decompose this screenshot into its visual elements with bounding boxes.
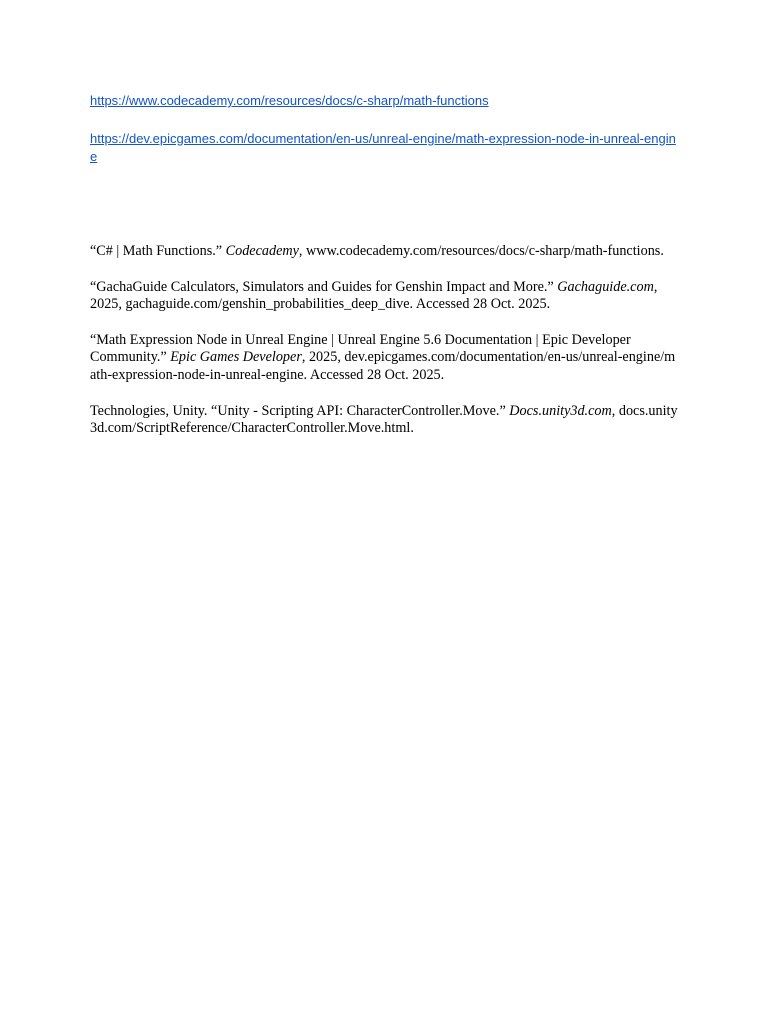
citation-lead: “GachaGuide Calculators, Simulators and Guides for Genshin Impact and More.” bbox=[90, 278, 558, 295]
citation-tail: . Accessed 28 Oct. 2025. bbox=[303, 366, 445, 383]
citation-tail: . Accessed 28 Oct. 2025. bbox=[409, 296, 551, 313]
citation-lead: “Math Expression Node in Unreal Engine | Unreal Engine 5.6 Documentation | Epic Developer Community.” bbox=[90, 331, 631, 366]
citation-after-container: , 2025, bbox=[301, 349, 345, 366]
link-unreal-math-expression-node[interactable]: https://dev.epicgames.com/documentation/en-us/unreal-engine/math-expression-node-in-unreal-engine bbox=[90, 131, 676, 164]
citation-after-container: , bbox=[611, 402, 619, 419]
citation-container: Docs.unity3d.com bbox=[509, 402, 612, 419]
link-codecademy-math-functions[interactable]: https://www.codecademy.com/resources/docs/c-sharp/math-functions bbox=[90, 93, 489, 108]
citation-entry-unity bbox=[90, 403, 680, 438]
citation-container: Epic Games Developer bbox=[170, 349, 302, 366]
citation-entry-codecademy bbox=[90, 243, 680, 261]
citation-after-container: , 2025, bbox=[90, 278, 658, 313]
citation-url: dev.epicgames.com/documentation/en-us/unreal-engine/math-expression-node-in-unreal-engine bbox=[90, 349, 676, 383]
citation-lead: Technologies, Unity. “Unity - Scripting API: CharacterController.Move.” bbox=[90, 402, 510, 419]
reference-links bbox=[90, 92, 680, 166]
citation-url: docs.unity3d.com/ScriptReference/CharacterController.Move.html bbox=[90, 402, 678, 437]
citation-container: Codecademy bbox=[225, 243, 299, 259]
citation-entry-gachaguide bbox=[90, 279, 680, 314]
citation-container: Gachaguide.com bbox=[557, 278, 654, 295]
citation-url: www.codecademy.com/resources/docs/c-sharp/math-functions bbox=[306, 243, 661, 259]
citation-url: gachaguide.com/genshin_probabilities_deep_dive bbox=[125, 296, 410, 313]
citation-tail: . bbox=[410, 420, 414, 437]
citation-tail: . bbox=[660, 243, 664, 259]
works-cited-list bbox=[90, 243, 680, 456]
citation-lead: “C# | Math Functions.” bbox=[90, 243, 226, 259]
citation-entry-unreal bbox=[90, 332, 680, 385]
citation-after-container: , bbox=[298, 243, 307, 259]
